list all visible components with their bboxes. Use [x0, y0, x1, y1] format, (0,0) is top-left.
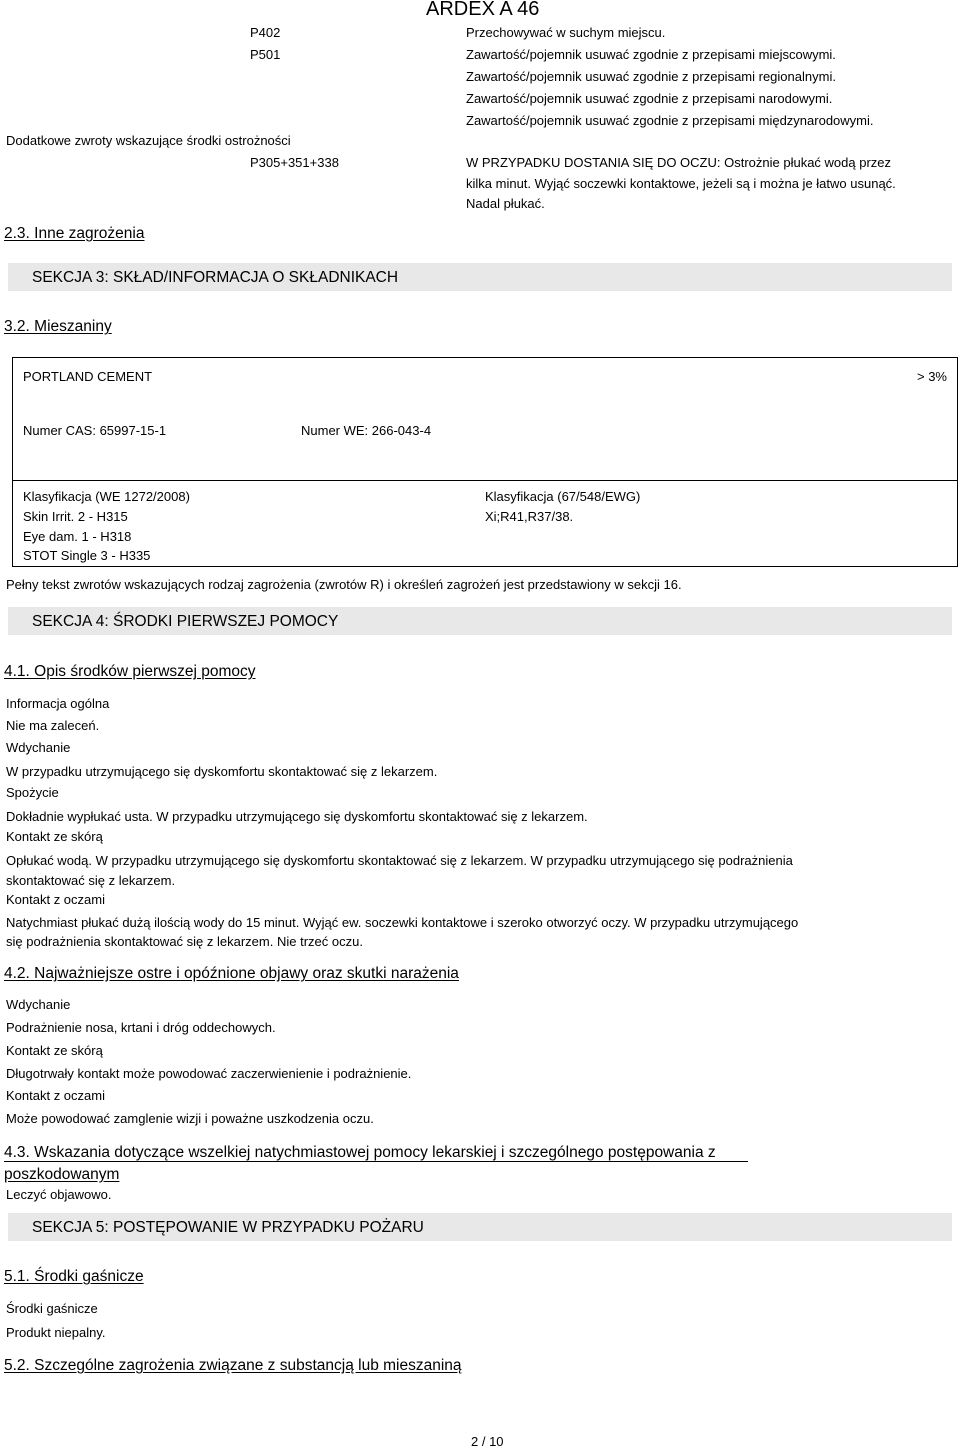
clp-line-4: STOT Single 3 - H335 [23, 548, 151, 563]
p501-line-1: Zawartość/pojemnik usuwać zgodnie z przepisami miejscowymi. [466, 47, 836, 62]
heading-5-1: 5.1. Środki gaśnicze [4, 1268, 144, 1285]
page-number: 2 / 10 [471, 1434, 504, 1449]
first-aid-skin-text-2: skontaktować się z lekarzem. [6, 873, 176, 888]
first-aid-eyes-text-1: Natychmiast płukać dużą ilością wody do 15 minut. Wyjąć ew. soczewki kontaktowe i szeroko otworzyć oczy. W przypadku utrzymującego [6, 915, 799, 930]
p501-line-4: Zawartość/pojemnik usuwać zgodnie z przepisami międzynarodowymi. [466, 113, 874, 128]
symptoms-inhalation-label: Wdychanie [6, 997, 71, 1012]
extinguishing-label: Środki gaśnicze [6, 1301, 98, 1316]
dsd-line-2: Xi;R41,R37/38. [485, 509, 574, 524]
section-3-banner [8, 263, 952, 291]
table-divider [13, 480, 957, 481]
first-aid-skin-label: Kontakt ze skórą [6, 829, 103, 844]
heading-4-3-text: Leczyć objawowo. [6, 1187, 112, 1202]
p305-line-3: Nadal płukać. [466, 196, 545, 211]
first-aid-ingestion-label: Spożycie [6, 785, 59, 800]
component-table [12, 357, 958, 567]
component-percent: > 3% [917, 369, 947, 384]
document-title: ARDEX A 46 [426, 0, 540, 20]
clp-line-1: Klasyfikacja (WE 1272/2008) [23, 489, 190, 504]
first-aid-inhalation-text: W przypadku utrzymującego się dyskomfortu skontaktować się z lekarzem. [6, 764, 438, 779]
heading-2-3: 2.3. Inne zagrożenia [4, 225, 145, 242]
p501-line-3: Zawartość/pojemnik usuwać zgodnie z przepisami narodowymi. [466, 91, 833, 106]
symptoms-skin-text: Długotrwały kontakt może powodować zaczerwienienie i podrażnienie. [6, 1066, 412, 1081]
first-aid-ingestion-text: Dokładnie wypłukać usta. W przypadku utrzymującego się dyskomfortu skontaktować się z lekarzem. [6, 809, 588, 824]
p305-line-1: W PRZYPADKU DOSTANIA SIĘ DO OCZU: Ostrożnie płukać wodą przez [466, 155, 892, 170]
section-3-title: SEKCJA 3: SKŁAD/INFORMACJA O SKŁADNIKACH [32, 269, 399, 286]
component-we: Numer WE: 266-043-4 [301, 423, 432, 438]
heading-4-3-line-2: poszkodowanym [4, 1166, 120, 1183]
heading-4-3-line-1: 4.3. Wskazania dotyczące wszelkiej natychmiastowej pomocy lekarskiej i szczególnego postępowania z [4, 1144, 716, 1161]
heading-3-2: 3.2. Mieszaniny [4, 318, 112, 335]
clp-line-3: Eye dam. 1 - H318 [23, 529, 132, 544]
symptoms-skin-label: Kontakt ze skórą [6, 1043, 103, 1058]
p-code-p402: P402 [250, 25, 281, 40]
p-code-p305: P305+351+338 [250, 155, 339, 170]
section-4-title: SEKCJA 4: ŚRODKI PIERWSZEJ POMOCY [32, 613, 339, 630]
heading-4-2: 4.2. Najważniejsze ostre i opóźnione objawy oraz skutki narażenia [4, 965, 459, 982]
heading-5-2: 5.2. Szczególne zagrożenia związane z substancją lub mieszaniną [4, 1357, 462, 1374]
additional-statements-label: Dodatkowe zwroty wskazujące środki ostrożności [6, 133, 291, 148]
component-name: PORTLAND CEMENT [23, 369, 153, 384]
heading-4-3-underline [4, 1161, 748, 1162]
first-aid-inhalation-label: Wdychanie [6, 740, 71, 755]
section-3-note: Pełny tekst zwrotów wskazujących rodzaj zagrożenia (zwrotów R) i określeń zagrożeń jest przedstawiony w sekcji 16. [6, 577, 682, 592]
first-aid-general-label: Informacja ogólna [6, 696, 110, 711]
first-aid-general-text: Nie ma zaleceń. [6, 718, 100, 733]
heading-4-1: 4.1. Opis środków pierwszej pomocy [4, 663, 256, 680]
component-cas: Numer CAS: 65997-15-1 [23, 423, 167, 438]
dsd-line-1: Klasyfikacja (67/548/EWG) [485, 489, 641, 504]
section-4-banner [8, 607, 952, 635]
p501-line-2: Zawartość/pojemnik usuwać zgodnie z przepisami regionalnymi. [466, 69, 836, 84]
first-aid-eyes-label: Kontakt z oczami [6, 892, 105, 907]
clp-line-2: Skin Irrit. 2 - H315 [23, 509, 128, 524]
symptoms-eyes-label: Kontakt z oczami [6, 1088, 105, 1103]
first-aid-skin-text-1: Opłukać wodą. W przypadku utrzymującego się dyskomfortu skontaktować się z lekarzem. W przypadku utrzymującego się podrażnienia [6, 853, 793, 868]
p402-text: Przechowywać w suchym miejscu. [466, 25, 666, 40]
first-aid-eyes-text-2: się podrażnienia skontaktować się z lekarzem. Nie trzeć oczu. [6, 934, 363, 949]
symptoms-inhalation-text: Podrażnienie nosa, krtani i dróg oddechowych. [6, 1020, 276, 1035]
section-5-banner [8, 1213, 952, 1241]
symptoms-eyes-text: Może powodować zamglenie wizji i poważne uszkodzenia oczu. [6, 1111, 374, 1126]
p305-line-2: kilka minut. Wyjąć soczewki kontaktowe, jeżeli są i można je łatwo usunąć. [466, 176, 896, 191]
section-5-title: SEKCJA 5: POSTĘPOWANIE W PRZYPADKU POŻARU [32, 1219, 424, 1236]
p-code-p501: P501 [250, 47, 281, 62]
extinguishing-text: Produkt niepalny. [6, 1325, 106, 1340]
